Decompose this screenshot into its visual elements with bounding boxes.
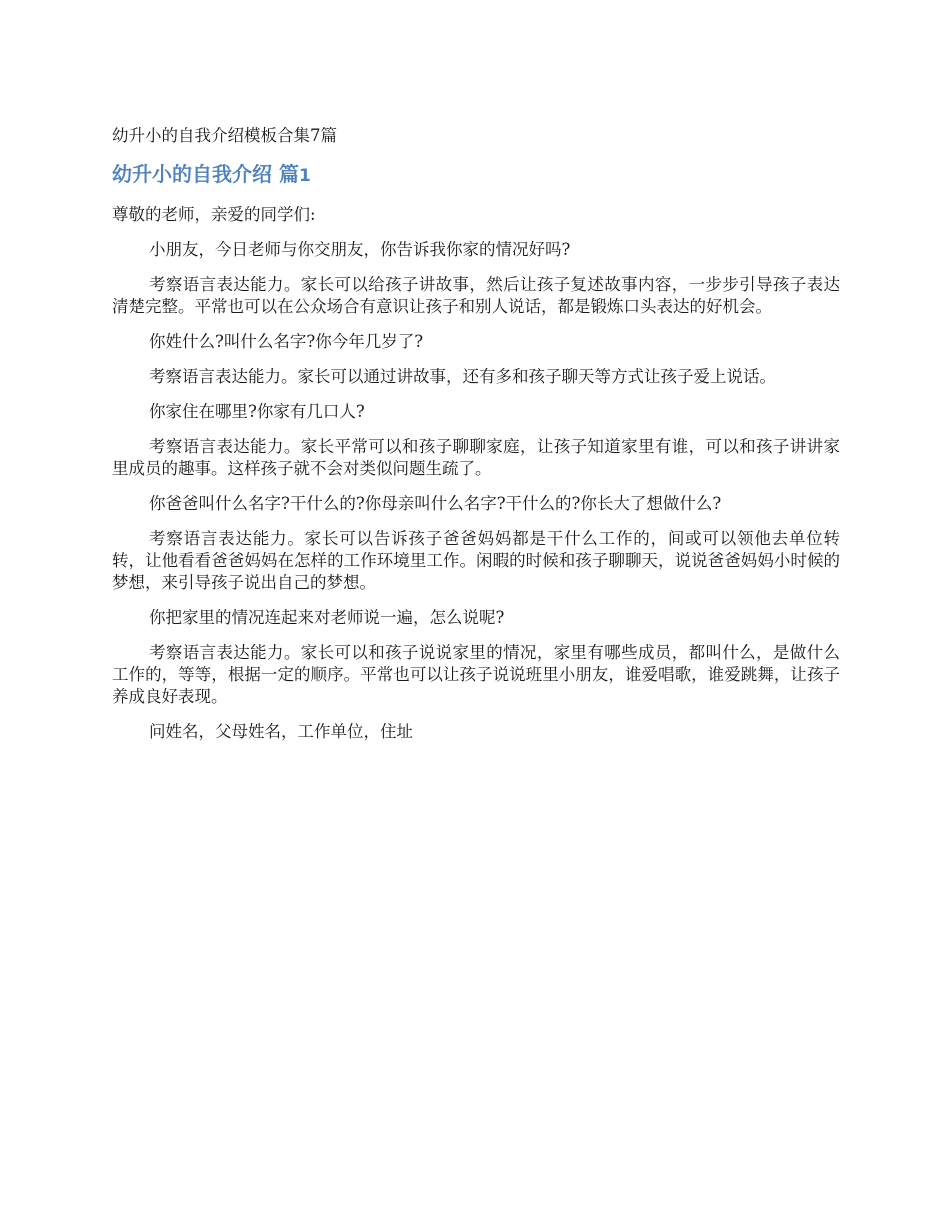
document-title: 幼升小的自我介绍模板合集7篇	[112, 126, 337, 145]
paragraph: 问姓名，父母姓名，工作单位，住址	[149, 722, 413, 741]
paragraph-greeting: 尊敬的老师，亲爱的同学们:	[112, 205, 316, 224]
paragraph: 你爸爸叫什么名字?干什么的?你母亲叫什么名字?干什么的?你长大了想做什么?	[149, 494, 722, 513]
paragraph: 你家住在哪里?你家有几口人?	[149, 402, 365, 421]
paragraph: 小朋友，今日老师与你交朋友，你告诉我你家的情况好吗?	[149, 240, 571, 259]
paragraph: 考察语言表达能力。家长可以给孩子讲故事，然后让孩子复述故事内容，一步步引导孩子表达清楚完整。平常也可以在公众场合有意识让孩子和别人说话，都是锻炼口头表达的好机会。	[112, 275, 840, 316]
paragraph: 考察语言表达能力。家长平常可以和孩子聊聊家庭，让孩子知道家里有谁，可以和孩子讲讲家里成员的趣事。这样孩子就不会对类似问题生疏了。	[112, 437, 840, 478]
section-heading	[112, 160, 840, 190]
section-heading-number: 1	[298, 166, 311, 186]
section-heading-text: 幼升小的自我介绍 篇	[112, 162, 299, 186]
paragraph: 考察语言表达能力。家长可以通过讲故事，还有多和孩子聊天等方式让孩子爱上说话。	[149, 367, 776, 386]
paragraph: 考察语言表达能力。家长可以和孩子说说家里的情况，家里有哪些成员，都叫什么，是做什么工作的，等等，根据一定的顺序。平常也可以让孩子说说班里小朋友，谁爱唱歌，谁爱跳舞，让孩子养成良好表现。	[112, 643, 840, 706]
paragraph: 考察语言表达能力。家长可以告诉孩子爸爸妈妈都是干什么工作的，间或可以领他去单位转转，让他看看爸爸妈妈在怎样的工作环境里工作。闲暇的时候和孩子聊聊天，说说爸爸妈妈小时候的梦想，来引导孩子说出自己的梦想。	[112, 529, 840, 592]
paragraph: 你姓什么?叫什么名字?你今年几岁了?	[149, 332, 424, 351]
document-page	[112, 124, 840, 756]
paragraph: 你把家里的情况连起来对老师说一遍，怎么说呢?	[149, 608, 505, 627]
